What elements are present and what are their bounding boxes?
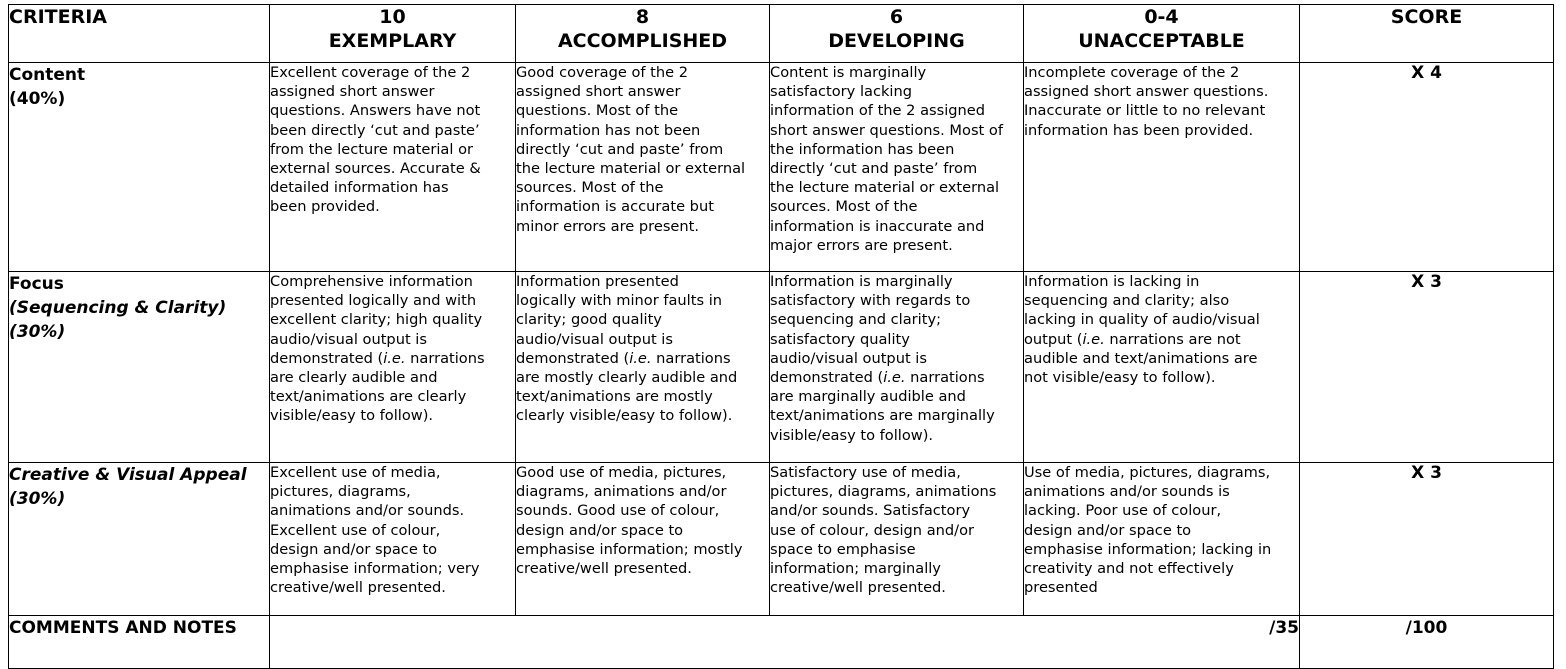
score-header: SCORE (1300, 5, 1554, 63)
descriptor-unacceptable: Use of media, pictures, diagrams, animations and/or sounds is lacking. Poor use of colour, design and/or space to emphasise information; lacking in creativity and not effectively presented (1024, 463, 1300, 616)
rubric-table (8, 4, 1554, 669)
level-name: EXEMPLARY (328, 30, 457, 52)
total-score-cell[interactable] (1300, 616, 1554, 669)
descriptor-developing: Content is marginally satisfactory lacking information of the 2 assigned short answer questions. Most of the information has been directly ‘cut and paste’ from the lecture material or external sources. Most of the information is inaccurate and major errors are present. (770, 63, 1024, 272)
criteria-name: Focus (9, 274, 64, 294)
criteria-cell (9, 272, 270, 463)
ie-abbreviation: i.e. (383, 349, 406, 367)
descriptor-exemplary: Comprehensive information presented logically and with excellent clarity; high quality audio/visual output is demonstrated (i.e. narrations are clearly audible and text/animations are clearly visible/easy to follow). (270, 272, 516, 463)
ie-abbreviation: i.e. (1082, 330, 1105, 348)
criteria-row-creative (9, 463, 1554, 616)
score-multiplier: X 3 (1300, 272, 1554, 463)
descriptor-unacceptable: Information is lacking in sequencing and clarity; also lacking in quality of audio/visual output (i.e. narrations are not audible and text/animations are not visible/easy to follow). (1024, 272, 1300, 463)
level-points: 8 (635, 6, 650, 28)
score-multiplier: X 3 (1300, 463, 1554, 616)
criteria-name: Creative & Visual Appeal (9, 465, 247, 485)
criteria-weight: (40%) (9, 89, 66, 109)
level-points: 0-4 (1144, 6, 1179, 28)
comments-label: COMMENTS AND NOTES (9, 616, 270, 669)
descriptor-unacceptable: Incomplete coverage of the 2 assigned short answer questions. Inaccurate or little to no relevant information has been provided. (1024, 63, 1300, 272)
level-name: UNACCEPTABLE (1078, 30, 1245, 52)
criteria-row-content (9, 63, 1554, 272)
criteria-cell (9, 463, 270, 616)
level-header-unacceptable (1024, 5, 1300, 63)
descriptor-accomplished: Good coverage of the 2 assigned short answer questions. Most of the information has not been directly ‘cut and paste’ from the lecture material or external sources. Most of the information is accurate but minor errors are present. (516, 63, 770, 272)
criteria-header: CRITERIA (9, 5, 270, 63)
criteria-row-focus (9, 272, 1554, 463)
ie-abbreviation: i.e. (629, 349, 652, 367)
subtotal-label: /35 (1269, 618, 1299, 638)
descriptor-accomplished: Good use of media, pictures, diagrams, animations and/or sounds. Good use of colour, design and/or space to emphasise information; mostly creative/well presented. (516, 463, 770, 616)
criteria-name: Content (9, 65, 86, 85)
level-points: 10 (379, 6, 406, 28)
descriptor-exemplary: Excellent coverage of the 2 assigned short answer questions. Answers have not been directly ‘cut and paste’ from the lecture material or external sources. Accurate & detailed information has been provided. (270, 63, 516, 272)
descriptor-accomplished: Information presented logically with minor faults in clarity; good quality audio/visual output is demonstrated (i.e. narrations are mostly clearly audible and text/animations are mostly clearly visible/easy to follow). (516, 272, 770, 463)
comments-row (9, 616, 1554, 669)
header-row (9, 5, 1554, 63)
level-header-accomplished (516, 5, 770, 63)
ie-abbreviation: i.e. (883, 369, 906, 387)
descriptor-exemplary: Excellent use of media, pictures, diagrams, animations and/or sounds. Excellent use of colour, design and/or space to emphasise information; very creative/well presented. (270, 463, 516, 616)
level-points: 6 (889, 6, 904, 28)
score-multiplier: X 4 (1300, 63, 1554, 272)
level-name: DEVELOPING (828, 30, 965, 52)
criteria-weight: (30%) (9, 322, 66, 342)
criteria-weight: (30%) (9, 489, 66, 509)
total-label: /100 (1405, 618, 1448, 638)
descriptor-developing: Information is marginally satisfactory with regards to sequencing and clarity; satisfactory quality audio/visual output is demonstrated (i.e. narrations are marginally audible and text/animations are marginally visible/easy to follow). (770, 272, 1024, 463)
criteria-subtitle: (Sequencing & Clarity) (9, 298, 227, 318)
descriptor-developing: Satisfactory use of media, pictures, diagrams, animations and/or sounds. Satisfactory use of colour, design and/or space to emphasise information; marginally creative/well presented. (770, 463, 1024, 616)
level-header-exemplary (270, 5, 516, 63)
level-header-developing (770, 5, 1024, 63)
criteria-cell (9, 63, 270, 272)
level-name: ACCOMPLISHED (557, 30, 728, 52)
comments-notes-area[interactable] (270, 616, 1300, 669)
